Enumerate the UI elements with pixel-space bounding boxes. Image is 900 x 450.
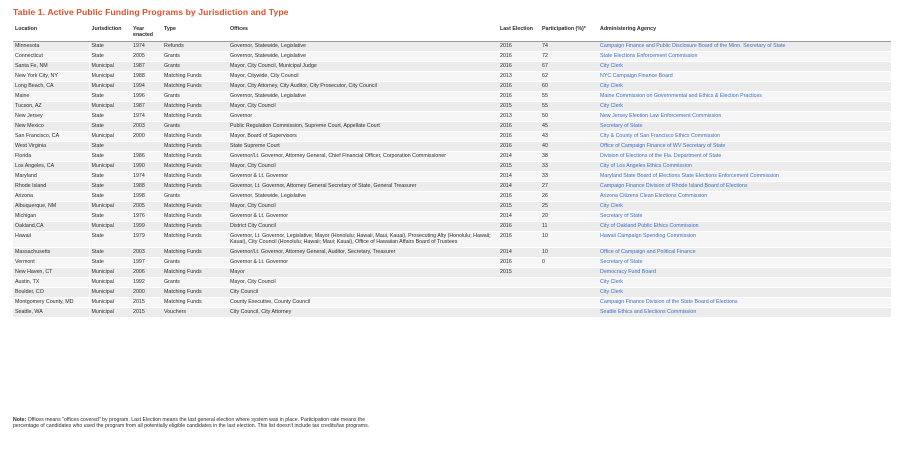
cell-type: Grants xyxy=(162,91,228,101)
note-label: Note: xyxy=(13,417,27,423)
cell-location: Maine xyxy=(13,91,89,101)
cell-participation: 33 xyxy=(540,171,598,181)
cell-offices: Mayor, Citywide, City Council xyxy=(228,71,498,81)
cell-last-election xyxy=(498,288,540,298)
cell-participation: 40 xyxy=(540,141,598,151)
cell-jurisdiction: State xyxy=(89,121,131,131)
header-last-election: Last Election xyxy=(498,24,540,41)
table-row xyxy=(13,151,891,161)
cell-administering-agency[interactable]: City Clerk xyxy=(598,81,891,91)
cell-administering-agency[interactable]: City & County of San Francisco Ethics Commission xyxy=(598,131,891,141)
cell-administering-agency[interactable]: Secretary of State xyxy=(598,121,891,131)
cell-last-election: 2015 xyxy=(498,101,540,111)
cell-type: Matching Funds xyxy=(162,111,228,121)
cell-administering-agency[interactable]: City of Oakland Public Ethics Commission xyxy=(598,221,891,231)
cell-last-election: 2013 xyxy=(498,111,540,121)
cell-participation xyxy=(540,288,598,298)
cell-last-election: 2016 xyxy=(498,231,540,247)
cell-jurisdiction: Municipal xyxy=(89,81,131,91)
header-jurisdiction: Jurisdiction xyxy=(89,24,131,41)
table-row xyxy=(13,181,891,191)
cell-participation: 43 xyxy=(540,131,598,141)
cell-type: Matching Funds xyxy=(162,131,228,141)
cell-year-enacted: 1976 xyxy=(131,211,162,221)
table-row xyxy=(13,191,891,201)
cell-administering-agency[interactable]: State Elections Enforcement Commission xyxy=(598,51,891,61)
table-row xyxy=(13,61,891,71)
cell-offices: Governor xyxy=(228,111,498,121)
cell-administering-agency[interactable]: Seattle Ethics and Elections Commission xyxy=(598,308,891,318)
cell-participation: 10 xyxy=(540,231,598,247)
cell-participation: 25 xyxy=(540,201,598,211)
cell-administering-agency[interactable]: Campaign Finance Division of the State Board of Elections xyxy=(598,298,891,308)
cell-offices: Mayor, City Council xyxy=(228,161,498,171)
cell-offices: County Executive, County Council xyxy=(228,298,498,308)
cell-location: Santa Fe, NM xyxy=(13,61,89,71)
cell-jurisdiction: Municipal xyxy=(89,61,131,71)
cell-type: Matching Funds xyxy=(162,71,228,81)
cell-last-election: 2016 xyxy=(498,258,540,268)
table-row xyxy=(13,248,891,258)
cell-year-enacted: 2000 xyxy=(131,288,162,298)
cell-last-election: 2013 xyxy=(498,71,540,81)
cell-type: Matching Funds xyxy=(162,141,228,151)
table-title: Table 1. Active Public Funding Programs by Jurisdiction and Type xyxy=(13,7,289,17)
cell-participation: 11 xyxy=(540,221,598,231)
header-row xyxy=(13,24,891,41)
cell-last-election: 2016 xyxy=(498,81,540,91)
cell-year-enacted: 1986 xyxy=(131,151,162,161)
cell-offices: Mayor, City Council xyxy=(228,201,498,211)
cell-participation xyxy=(540,298,598,308)
table-row xyxy=(13,101,891,111)
cell-location: Michigan xyxy=(13,211,89,221)
cell-participation xyxy=(540,268,598,278)
header-participation: Participation (%)* xyxy=(540,24,598,41)
cell-last-election: 2015 xyxy=(498,161,540,171)
table-row xyxy=(13,258,891,268)
cell-year-enacted: 1988 xyxy=(131,181,162,191)
cell-last-election xyxy=(498,308,540,318)
cell-jurisdiction: Municipal xyxy=(89,308,131,318)
cell-year-enacted: 1974 xyxy=(131,111,162,121)
cell-location: New Haven, CT xyxy=(13,268,89,278)
cell-year-enacted: 2003 xyxy=(131,121,162,131)
cell-jurisdiction: State xyxy=(89,248,131,258)
cell-location: West Virginia xyxy=(13,141,89,151)
cell-jurisdiction: State xyxy=(89,111,131,121)
cell-participation: 60 xyxy=(540,81,598,91)
cell-year-enacted: 2005 xyxy=(131,201,162,211)
cell-location: Tucson, AZ xyxy=(13,101,89,111)
cell-last-election: 2016 xyxy=(498,121,540,131)
cell-offices: City Council xyxy=(228,288,498,298)
cell-last-election: 2016 xyxy=(498,141,540,151)
cell-administering-agency[interactable]: Democracy Fund Board xyxy=(598,268,891,278)
cell-year-enacted: 1998 xyxy=(131,191,162,201)
cell-type: Matching Funds xyxy=(162,81,228,91)
table-note xyxy=(13,417,373,430)
cell-offices: Mayor, City Council, Municipal Judge xyxy=(228,61,498,71)
table-row xyxy=(13,221,891,231)
cell-offices: City Council, City Attorney xyxy=(228,308,498,318)
cell-administering-agency[interactable]: City Clerk xyxy=(598,101,891,111)
cell-jurisdiction: Municipal xyxy=(89,161,131,171)
cell-participation: 55 xyxy=(540,101,598,111)
cell-year-enacted: 2006 xyxy=(131,268,162,278)
cell-last-election: 2015 xyxy=(498,201,540,211)
cell-jurisdiction: Municipal xyxy=(89,288,131,298)
cell-location: Minnesota xyxy=(13,41,89,51)
cell-type: Grants xyxy=(162,61,228,71)
cell-year-enacted: 2015 xyxy=(131,298,162,308)
table-row xyxy=(13,161,891,171)
cell-location: Connecticut xyxy=(13,51,89,61)
cell-participation: 0 xyxy=(540,258,598,268)
cell-jurisdiction: Municipal xyxy=(89,278,131,288)
cell-location: Oakland,CA xyxy=(13,221,89,231)
cell-type: Matching Funds xyxy=(162,101,228,111)
table-row xyxy=(13,278,891,288)
cell-participation: 38 xyxy=(540,151,598,161)
table-row xyxy=(13,268,891,278)
cell-location: Long Beach, CA xyxy=(13,81,89,91)
cell-offices: Mayor xyxy=(228,268,498,278)
cell-type: Refunds xyxy=(162,41,228,51)
cell-offices: Mayor, Board of Supervisors xyxy=(228,131,498,141)
cell-offices: Governor, Statewide, Legislative xyxy=(228,41,498,51)
cell-jurisdiction: Municipal xyxy=(89,221,131,231)
table-row xyxy=(13,111,891,121)
cell-offices: District City Council xyxy=(228,221,498,231)
cell-jurisdiction: State xyxy=(89,91,131,101)
table-row xyxy=(13,131,891,141)
header-type: Type xyxy=(162,24,228,41)
cell-last-election xyxy=(498,298,540,308)
cell-type: Matching Funds xyxy=(162,298,228,308)
cell-last-election: 2015 xyxy=(498,268,540,278)
cell-location: Seattle, WA xyxy=(13,308,89,318)
cell-administering-agency[interactable]: City Clerk xyxy=(598,288,891,298)
cell-participation: 62 xyxy=(540,71,598,81)
cell-last-election: 2016 xyxy=(498,191,540,201)
cell-offices: Governor, Statewide, Legislative xyxy=(228,191,498,201)
cell-offices: Governor, Lt. Governor, Attorney General Secretary of State, General Treasurer xyxy=(228,181,498,191)
cell-type: Matching Funds xyxy=(162,211,228,221)
cell-administering-agency[interactable]: Maine Commission on Governmental and Ethics & Election Practices xyxy=(598,91,891,101)
cell-type: Matching Funds xyxy=(162,181,228,191)
cell-type: Matching Funds xyxy=(162,231,228,247)
cell-location: New York City, NY xyxy=(13,71,89,81)
cell-jurisdiction: State xyxy=(89,211,131,221)
cell-participation: 26 xyxy=(540,191,598,201)
cell-last-election: 2016 xyxy=(498,91,540,101)
cell-year-enacted xyxy=(131,141,162,151)
cell-year-enacted: 1974 xyxy=(131,41,162,51)
table-header xyxy=(13,24,891,41)
cell-administering-agency[interactable]: City of Los Angeles Ethics Commission xyxy=(598,161,891,171)
cell-location: Austin, TX xyxy=(13,278,89,288)
cell-participation: 20 xyxy=(540,211,598,221)
table-row xyxy=(13,211,891,221)
cell-last-election: 2016 xyxy=(498,221,540,231)
cell-year-enacted: 1974 xyxy=(131,171,162,181)
cell-administering-agency[interactable]: Campaign Finance Division of Rhode Island Board of Elections xyxy=(598,181,891,191)
cell-administering-agency[interactable]: Secretary of State xyxy=(598,211,891,221)
cell-administering-agency[interactable]: NYC Campaign Finance Board xyxy=(598,71,891,81)
table-body xyxy=(13,41,891,317)
cell-participation: 27 xyxy=(540,181,598,191)
table-row xyxy=(13,91,891,101)
cell-type: Grants xyxy=(162,121,228,131)
cell-jurisdiction: State xyxy=(89,181,131,191)
cell-year-enacted: 1994 xyxy=(131,81,162,91)
cell-year-enacted: 2015 xyxy=(131,308,162,318)
cell-jurisdiction: State xyxy=(89,231,131,247)
cell-location: Boulder, CO xyxy=(13,288,89,298)
cell-jurisdiction: Municipal xyxy=(89,101,131,111)
note-text: Offices means "offices covered" by program. Last Election means the last general election where system was in place. Participation rate means the percentage of candidates who used the program from all potentially eligible candidates in the last election. This list doesn't include tax credits/tax programs. xyxy=(13,417,370,430)
table-row xyxy=(13,141,891,151)
cell-participation: 74 xyxy=(540,41,598,51)
header-location: Location xyxy=(13,24,89,41)
cell-type: Matching Funds xyxy=(162,201,228,211)
table-row xyxy=(13,298,891,308)
cell-last-election: 2014 xyxy=(498,181,540,191)
table-row xyxy=(13,231,891,247)
cell-location: Maryland xyxy=(13,171,89,181)
cell-offices: State Supreme Court xyxy=(228,141,498,151)
table-row xyxy=(13,81,891,91)
cell-type: Matching Funds xyxy=(162,268,228,278)
cell-year-enacted: 2000 xyxy=(131,131,162,141)
table-row xyxy=(13,308,891,318)
header-year-enacted: Year enacted xyxy=(131,24,162,41)
cell-last-election: 2014 xyxy=(498,248,540,258)
funding-programs-table xyxy=(13,24,891,318)
cell-year-enacted: 2003 xyxy=(131,248,162,258)
cell-offices: Governor/Lt. Governor, Attorney General, Auditor, Secretary, Treasurer xyxy=(228,248,498,258)
cell-offices: Mayor, City Council xyxy=(228,278,498,288)
cell-participation xyxy=(540,278,598,288)
cell-year-enacted: 1988 xyxy=(131,71,162,81)
cell-type: Matching Funds xyxy=(162,151,228,161)
cell-jurisdiction: Municipal xyxy=(89,201,131,211)
cell-last-election: 2016 xyxy=(498,41,540,51)
cell-offices: Governor/Lt. Governor, Attorney General, Chief Financial Officer, Corporation Commissioner xyxy=(228,151,498,161)
cell-location: Albuquerque, NM xyxy=(13,201,89,211)
cell-type: Grants xyxy=(162,191,228,201)
cell-participation: 72 xyxy=(540,51,598,61)
cell-jurisdiction: Municipal xyxy=(89,131,131,141)
cell-year-enacted: 1987 xyxy=(131,61,162,71)
cell-administering-agency[interactable]: Office of Campaign and Political Finance xyxy=(598,248,891,258)
cell-administering-agency[interactable]: New Jersey Election Law Enforcement Commission xyxy=(598,111,891,121)
cell-location: Los Angeles, CA xyxy=(13,161,89,171)
cell-type: Matching Funds xyxy=(162,171,228,181)
cell-location: New Mexico xyxy=(13,121,89,131)
cell-offices: Mayor, City Attorney, City Auditor, City Prosecutor, City Council xyxy=(228,81,498,91)
cell-year-enacted: 1996 xyxy=(131,91,162,101)
cell-administering-agency[interactable]: Secretary of State xyxy=(598,258,891,268)
cell-last-election: 2014 xyxy=(498,151,540,161)
cell-offices: Governor, Statewide, Legislative xyxy=(228,51,498,61)
cell-year-enacted: 1979 xyxy=(131,231,162,247)
cell-type: Matching Funds xyxy=(162,221,228,231)
cell-participation: 45 xyxy=(540,121,598,131)
cell-jurisdiction: State xyxy=(89,171,131,181)
cell-jurisdiction: State xyxy=(89,258,131,268)
cell-jurisdiction: State xyxy=(89,141,131,151)
cell-offices: Governor & Lt. Governor xyxy=(228,171,498,181)
cell-jurisdiction: State xyxy=(89,151,131,161)
cell-jurisdiction: State xyxy=(89,191,131,201)
cell-location: San Francisco, CA xyxy=(13,131,89,141)
cell-location: Vermont xyxy=(13,258,89,268)
cell-type: Matching Funds xyxy=(162,288,228,298)
cell-location: Hawaii xyxy=(13,231,89,247)
table-row xyxy=(13,71,891,81)
cell-year-enacted: 2005 xyxy=(131,51,162,61)
cell-location: Massachusetts xyxy=(13,248,89,258)
cell-type: Grants xyxy=(162,51,228,61)
table-row xyxy=(13,288,891,298)
cell-last-election: 2016 xyxy=(498,131,540,141)
cell-type: Grants xyxy=(162,258,228,268)
table-row xyxy=(13,121,891,131)
cell-jurisdiction: State xyxy=(89,51,131,61)
table-row xyxy=(13,201,891,211)
cell-type: Grants xyxy=(162,278,228,288)
cell-offices: Governor, Lt. Governor, Legislative, Mayor (Honolulu; Hawaii, Maui, Kauai), Prosecuting Alty (Honolulu; Hawaii; Kauai), City Council (Honolulu; Hawaii; Maui; Kauai), Office of Hawaiian Affairs Board of Trustees xyxy=(228,231,498,247)
cell-type: Vouchers xyxy=(162,308,228,318)
cell-participation: 67 xyxy=(540,61,598,71)
cell-administering-agency[interactable]: Office of Campaign Finance of WV Secretary of State xyxy=(598,141,891,151)
cell-offices: Governor & Lt. Governor xyxy=(228,211,498,221)
cell-last-election: 2014 xyxy=(498,171,540,181)
cell-last-election: 2016 xyxy=(498,51,540,61)
cell-offices: Governor, Statewide, Legislative xyxy=(228,91,498,101)
cell-offices: Governor & Lt. Governor xyxy=(228,258,498,268)
cell-participation: 33 xyxy=(540,161,598,171)
cell-participation: 10 xyxy=(540,248,598,258)
cell-administering-agency[interactable]: City Clerk xyxy=(598,201,891,211)
cell-administering-agency[interactable]: Hawaii Campaign Spending Commission xyxy=(598,231,891,247)
cell-participation: 55 xyxy=(540,91,598,101)
cell-year-enacted: 1992 xyxy=(131,278,162,288)
header-offices: Offices xyxy=(228,24,498,41)
cell-jurisdiction: Municipal xyxy=(89,298,131,308)
cell-administering-agency[interactable]: Campaign Finance and Public Disclosure Board of the Minn. Secretary of State xyxy=(598,41,891,51)
cell-jurisdiction: Municipal xyxy=(89,268,131,278)
cell-administering-agency[interactable]: City Clerk xyxy=(598,278,891,288)
cell-year-enacted: 1999 xyxy=(131,221,162,231)
cell-location: Montgomery County, MD xyxy=(13,298,89,308)
cell-jurisdiction: Municipal xyxy=(89,71,131,81)
cell-last-election: 2016 xyxy=(498,61,540,71)
cell-offices: Public Regulation Commission, Supreme Court, Appellate Court xyxy=(228,121,498,131)
cell-type: Matching Funds xyxy=(162,248,228,258)
table-row xyxy=(13,51,891,61)
cell-jurisdiction: State xyxy=(89,41,131,51)
cell-offices: Mayor, City Council xyxy=(228,101,498,111)
cell-location: New Jersey xyxy=(13,111,89,121)
cell-administering-agency[interactable]: Division of Elections of the Fla. Department of State xyxy=(598,151,891,161)
cell-location: Florida xyxy=(13,151,89,161)
header-administering-agency: Administering Agency xyxy=(598,24,891,41)
table-row xyxy=(13,171,891,181)
cell-year-enacted: 1987 xyxy=(131,101,162,111)
cell-last-election: 2014 xyxy=(498,211,540,221)
cell-location: Arizona xyxy=(13,191,89,201)
cell-administering-agency[interactable]: City Clerk xyxy=(598,61,891,71)
cell-participation: 50 xyxy=(540,111,598,121)
cell-administering-agency[interactable]: Maryland State Board of Elections State Elections Enforcement Commission xyxy=(598,171,891,181)
cell-type: Matching Funds xyxy=(162,161,228,171)
cell-participation xyxy=(540,308,598,318)
cell-year-enacted: 1990 xyxy=(131,161,162,171)
cell-administering-agency[interactable]: Arizona Citizens Clean Elections Commission xyxy=(598,191,891,201)
table-row xyxy=(13,41,891,51)
cell-last-election xyxy=(498,278,540,288)
cell-location: Rhode Island xyxy=(13,181,89,191)
cell-year-enacted: 1997 xyxy=(131,258,162,268)
